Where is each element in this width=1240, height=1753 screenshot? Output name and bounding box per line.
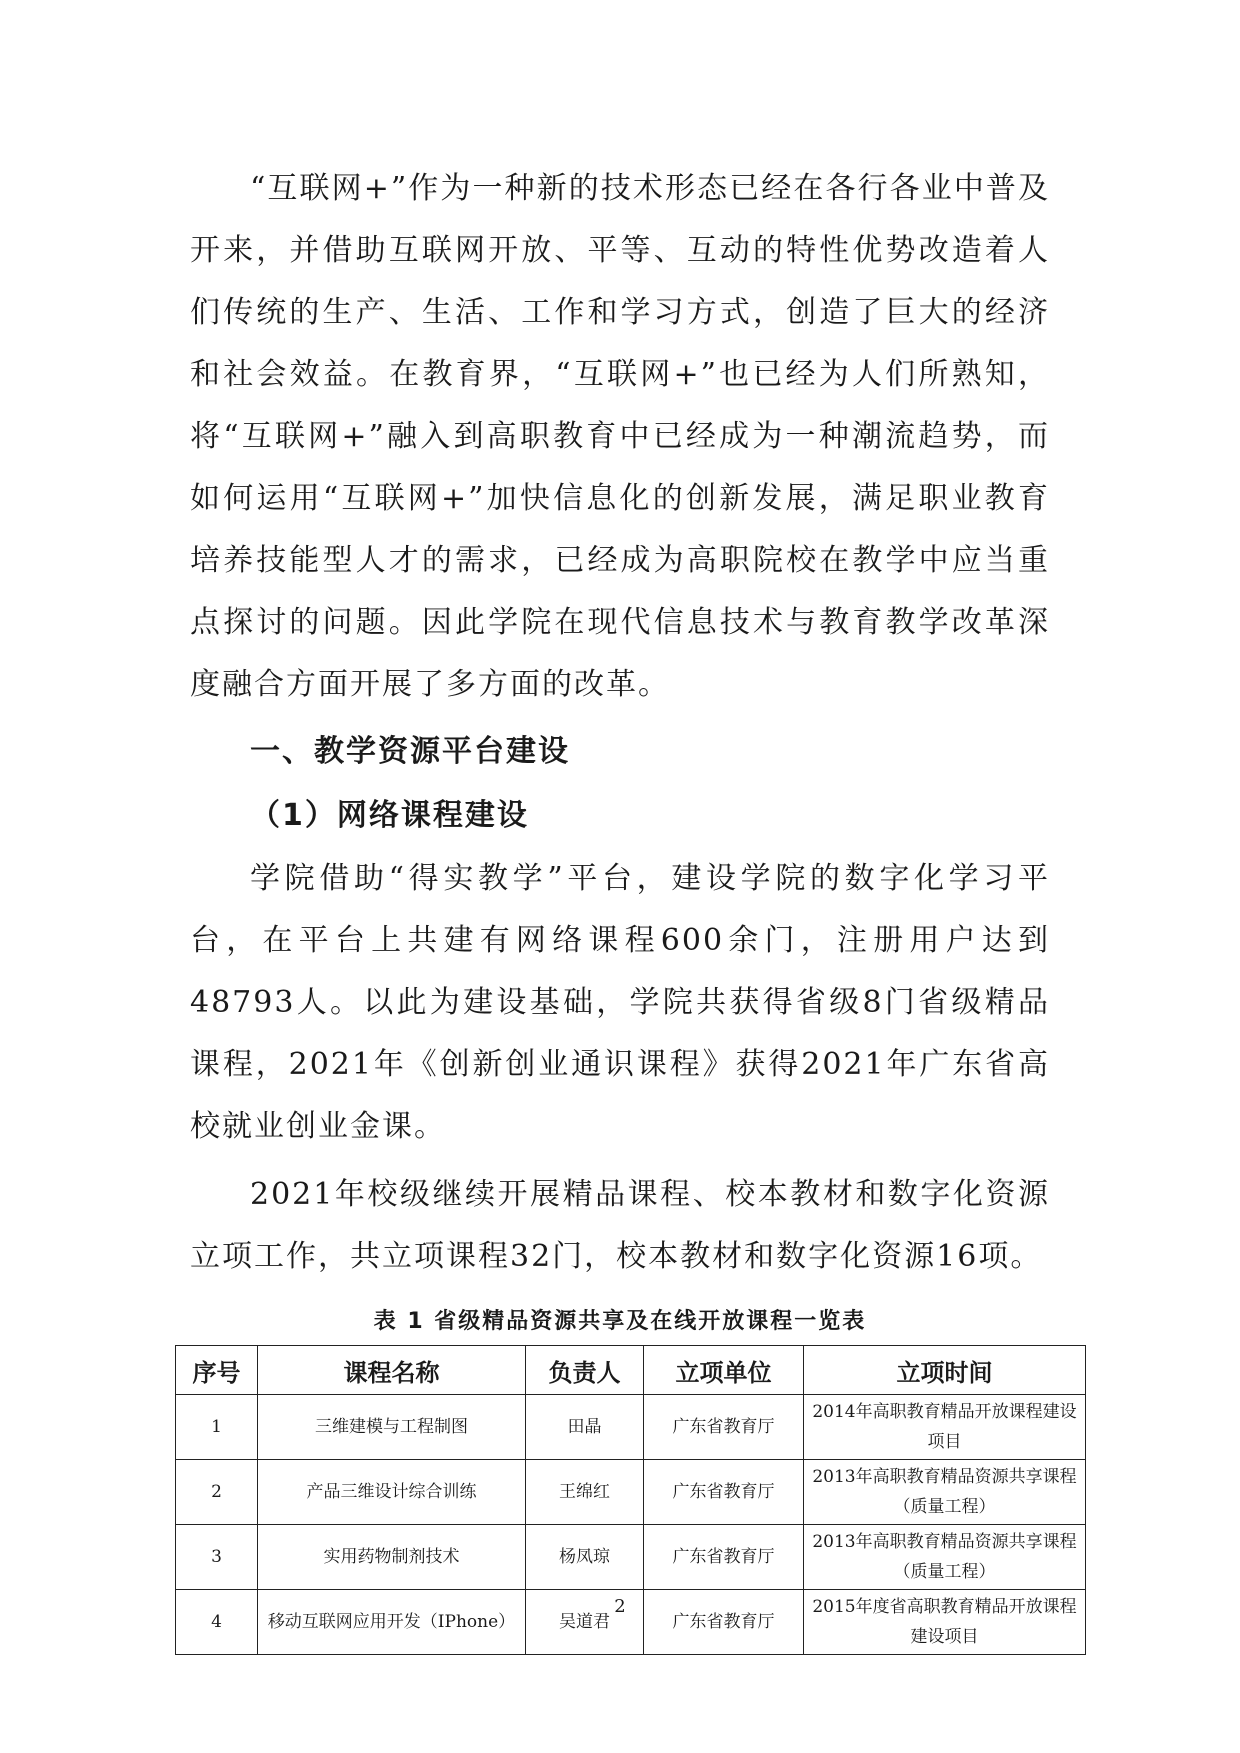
table-cell: 2013年高职教育精品资源共享课程（质量工程） bbox=[804, 1525, 1086, 1590]
table-cell: 4 bbox=[176, 1590, 258, 1655]
subsection-heading: （1）网络课程建设 bbox=[250, 798, 529, 833]
table-cell: 产品三维设计综合训练 bbox=[258, 1460, 526, 1525]
page-number: 2 bbox=[614, 1596, 626, 1617]
table-row bbox=[176, 1460, 1086, 1525]
table-cell: 广东省教育厅 bbox=[644, 1590, 804, 1655]
table-cell: 广东省教育厅 bbox=[644, 1460, 804, 1525]
column-header: 立项时间 bbox=[804, 1346, 1086, 1395]
page-content bbox=[190, 158, 1077, 1655]
table-cell: 2015年度省高职教育精品开放课程建设项目 bbox=[804, 1590, 1086, 1655]
table-cell: 王绵红 bbox=[526, 1460, 644, 1525]
table-cell: 杨凤琼 bbox=[526, 1525, 644, 1590]
section-heading: 一、教学资源平台建设 bbox=[250, 734, 570, 769]
column-header: 序号 bbox=[176, 1346, 258, 1395]
table-cell: 移动互联网应用开发（IPhone） bbox=[258, 1590, 526, 1655]
table-cell: 2014年高职教育精品开放课程建设项目 bbox=[804, 1395, 1086, 1460]
column-header: 课程名称 bbox=[258, 1346, 526, 1395]
table-cell: 2 bbox=[176, 1460, 258, 1525]
column-header: 负责人 bbox=[526, 1346, 644, 1395]
table-cell: 田晶 bbox=[526, 1395, 644, 1460]
intro-paragraph: “互联网+”作为一种新的技术形态已经在各行各业中普及开来，并借助互联网开放、平等、互动的特性优势改造着人们传统的生产、生活、工作和学习方式，创造了巨大的经济和社会效益。在教育界，“互联网+”也已经为人们所熟知，将“互联网+”融入到高职教育中已经成为一种潮流趋势，而如何运用“互联网+”加快信息化的创新发展，满足职业教育培养技能型人才的需求，已经成为高职院校在教学中应当重点探讨的问题。因此学院在现代信息技术与教育教学改革深度融合方面开展了多方面的改革。 bbox=[190, 171, 1050, 702]
table-cell: 广东省教育厅 bbox=[644, 1395, 804, 1460]
table-row bbox=[176, 1395, 1086, 1460]
table-cell: 2013年高职教育精品资源共享课程（质量工程） bbox=[804, 1460, 1086, 1525]
table-cell: 吴道君 bbox=[526, 1590, 644, 1655]
table-cell: 实用药物制剂技术 bbox=[258, 1525, 526, 1590]
table-header-row bbox=[176, 1346, 1086, 1395]
body-paragraph: 2021年校级继续开展精品课程、校本教材和数字化资源立项工作，共立项课程32门，校本教材和数字化资源16项。 bbox=[190, 1177, 1050, 1274]
table-cell: 三维建模与工程制图 bbox=[258, 1395, 526, 1460]
table-cell: 3 bbox=[176, 1525, 258, 1590]
table-cell: 广东省教育厅 bbox=[644, 1525, 804, 1590]
table-row bbox=[176, 1525, 1086, 1590]
column-header: 立项单位 bbox=[644, 1346, 804, 1395]
table-cell: 1 bbox=[176, 1395, 258, 1460]
table-caption: 表 1 省级精品资源共享及在线开放课程一览表 bbox=[373, 1309, 867, 1334]
body-paragraph: 学院借助“得实教学”平台，建设学院的数字化学习平台，在平台上共建有网络课程600余门，注册用户达到48793人。以此为建设基础，学院共获得省级8门省级精品课程，2021年《创新创业通识课程》获得2021年广东省高校就业创业金课。 bbox=[190, 861, 1050, 1144]
